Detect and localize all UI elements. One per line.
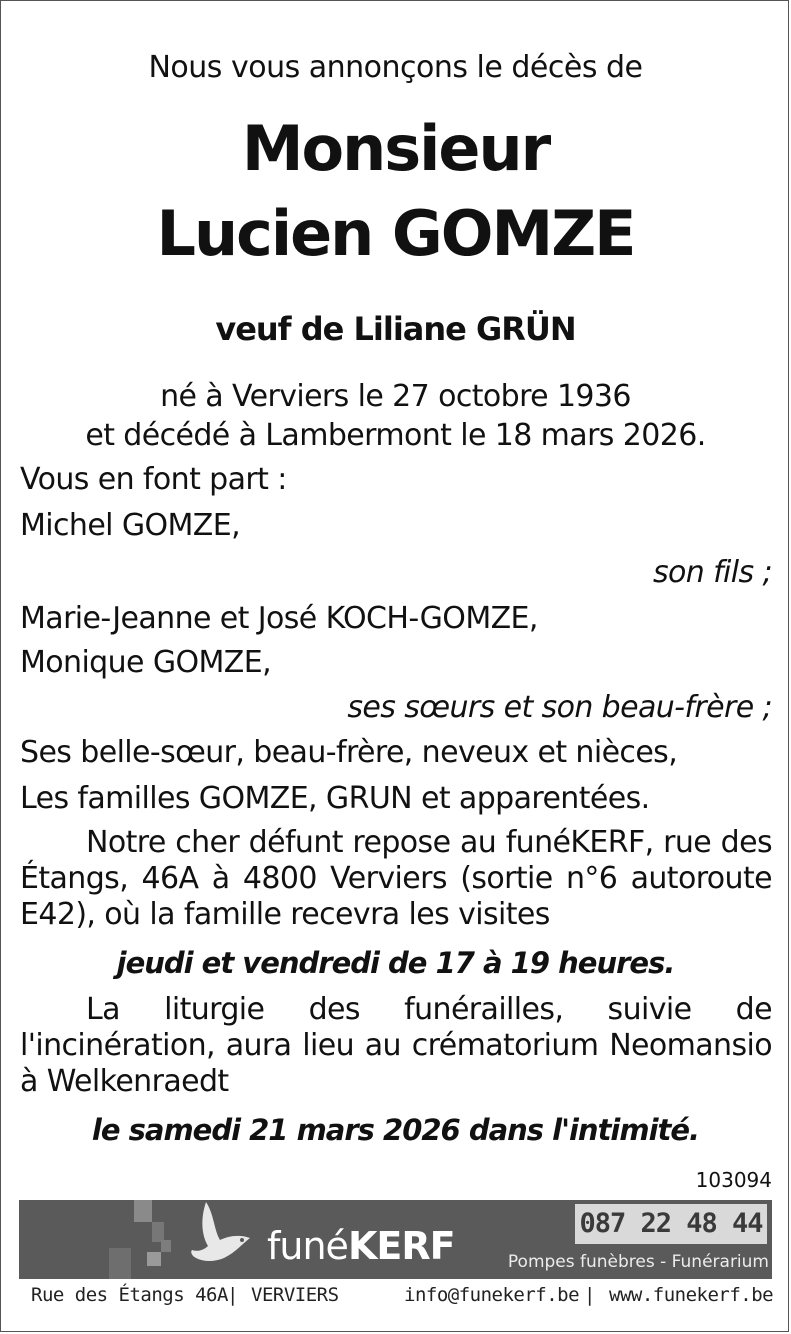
decor-square <box>134 1200 152 1222</box>
family-others-2: Les familles GOMZE, GRUN et apparentées. <box>20 781 650 816</box>
deceased-name: Lucien GOMZE <box>156 197 635 270</box>
dove-icon <box>184 1200 264 1279</box>
widow-line: veuf de Liliane GRÜN <box>215 310 576 348</box>
slogan: Pompes funèbres - Funérarium <box>507 1252 769 1272</box>
decor-square <box>147 1252 161 1266</box>
family-son: Michel GOMZE, <box>20 508 241 543</box>
decor-square <box>161 1240 171 1252</box>
footer-separator: | <box>584 1284 595 1306</box>
birth-line: né à Verviers le 27 octobre 1936 <box>160 379 631 414</box>
footer-address: Rue des Étangs 46A <box>31 1284 228 1306</box>
son-relation: son fils ; <box>652 555 772 590</box>
phone-number: 087 22 48 44 <box>575 1204 767 1244</box>
contact-footer <box>19 1282 772 1312</box>
logo-wordmark <box>267 1224 455 1268</box>
logo-prefix: funé <box>267 1224 348 1268</box>
funeral-home-banner <box>19 1200 772 1279</box>
family-sister-2: Monique GOMZE, <box>20 645 272 680</box>
logo-brand: KERF <box>347 1224 455 1268</box>
decor-square <box>152 1222 164 1242</box>
footer-city: VERVIERS <box>251 1284 339 1306</box>
family-sister-1: Marie-Jeanne et José KOCH-GOMZE, <box>20 601 538 636</box>
footer-website: www.funekerf.be <box>609 1284 774 1306</box>
reference-number: 103094 <box>695 1168 772 1192</box>
footer-separator: | <box>227 1284 238 1306</box>
funeral-paragraph: La liturgie des funérailles, suivie de l'incinération, aura lieu au crématorium Neomansio à Welkenraedt <box>20 992 772 1099</box>
decor-square <box>109 1248 131 1279</box>
visitation-hours: jeudi et vendredi de 17 à 19 heures. <box>116 946 675 980</box>
sisters-relation: ses sœurs et son beau-frère ; <box>347 690 772 725</box>
deceased-title: Monsieur <box>241 112 550 185</box>
family-intro: Vous en font part : <box>20 462 287 497</box>
visitation-paragraph: Notre cher défunt repose au funéKERF, rue des Étangs, 46A à 4800 Verviers (sortie n°6 autoroute E42), où la famille recevra les visites <box>20 825 772 932</box>
intro-line: Nous vous annonçons le décès de <box>148 50 643 85</box>
death-line: et décédé à Lambermont le 18 mars 2026. <box>85 418 706 453</box>
footer-email: info@funekerf.be <box>404 1284 580 1306</box>
family-others-1: Ses belle-sœur, beau-frère, neveux et nièces, <box>20 735 678 770</box>
funeral-date: le samedi 21 mars 2026 dans l'intimité. <box>91 1113 700 1147</box>
